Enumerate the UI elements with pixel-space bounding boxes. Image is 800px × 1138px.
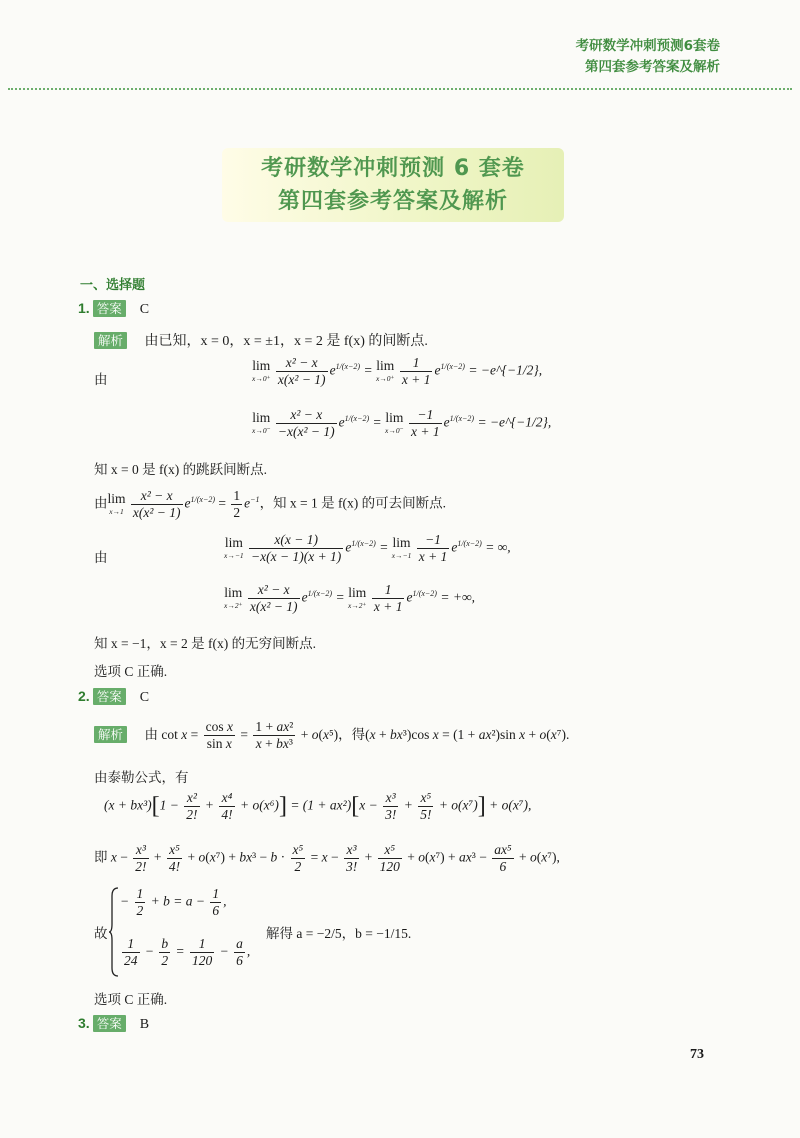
q2-conclusion: 选项 C 正确. — [94, 992, 168, 1007]
q1-eq3-rhs: = ∞, — [485, 539, 511, 555]
q2-system-eq-2: $\frac{1}{24}$ − $\frac{b}{2}$ = $\frac{1}{120}$ − $\frac{a}{6}$ , — [124, 936, 251, 968]
title-line2: 第四套参考答案及解析 — [277, 189, 508, 214]
q1-analysis-row — [94, 330, 428, 350]
q2-answer: C — [139, 690, 150, 705]
running-head — [576, 36, 720, 78]
answer-badge: 答案 — [93, 688, 126, 705]
q1-eq4-rhs: = +∞, — [440, 589, 475, 605]
q3-number: 3. — [78, 1015, 90, 1031]
q3-answer: B — [139, 1017, 150, 1032]
q1-equation-2: lim x→0⁻ $\frac{\text{x² − x}}{\text{−x(x² − 1)}}$ $e^{1/(x-2)} = \lim$ x→0⁻ $\frac{-1}{x + 1}$ $e^{1/(x-2)}$ = −e^{−1/2}, — [252, 407, 552, 439]
q1-equation-1: lim x→0⁺ $\frac{\text{x² − x}}{\text{x(x² − 1)}}$ $e^{1/(x-2)} = \lim$ x→0⁺ $\frac{1}{x + 1}$ $e^{1/(x-2)}$ = −e^{−1/2}, — [252, 355, 543, 387]
answer-badge: 答案 — [93, 300, 126, 317]
header-divider — [8, 88, 792, 90]
q2-number: 2. — [78, 688, 90, 704]
analysis-badge: 解析 — [94, 726, 127, 743]
q1-number: 1. — [78, 300, 90, 316]
q1-equation-4: lim x→2⁺ $\frac{\text{x² − x}}{\text{x(x² − 1)}}$ $e^{1/(x-2)} = \lim$ x→2⁺ $\frac{1}{x + 1}$ $e^{1/(x-2)}$ = +∞, — [224, 582, 475, 614]
q1-conclusion-3: 知 x = −1，x = 2 是 f(x) 的无穷间断点. — [94, 636, 316, 651]
q1-c2-suffix: ，知 x = 1 是 f(x) 的可去间断点. — [259, 495, 447, 511]
q1-eq1-rhs: = −e^{−1/2}, — [468, 362, 543, 378]
q2-analysis-text: 由 cot x = $\frac{\text{cos x}}{\text{sin x}}$ = $\frac{\text{1 + ax²}}{\text{x + bx³}}$ + o(x⁵)，得(x + bx³)cos x = (1 + ax²)sin x + o(x⁷). — [144, 719, 570, 751]
q1-answer: C — [139, 302, 150, 317]
page-number: 73 — [690, 1047, 704, 1062]
q1-c2-prefix: 由 — [94, 495, 108, 511]
title-banner — [222, 148, 564, 222]
q2-answer-row — [78, 688, 149, 706]
running-head-line2: 第四套参考答案及解析 — [585, 59, 720, 75]
q1-conclusion-4: 选项 C 正确. — [94, 664, 168, 679]
analysis-badge: 解析 — [94, 332, 127, 349]
q3-answer-row — [78, 1015, 149, 1033]
q1-you-label: 由 — [94, 372, 108, 387]
q2-solution: 解得 a = −2/5，b = −1/15. — [266, 926, 412, 941]
q1-analysis-text: 由已知，x = 0，x = ±1，x = 2 是 f(x) 的间断点. — [144, 334, 428, 349]
q2-expanded-equation: 即 x − $\frac{\text{x³}}{2!}$ + $\frac{\text{x⁵}}{4!}$ + o(x⁷) + bx³ − b · $\frac{\text{x⁵}}{2}$ = x − $\frac{\text{x³}}{3!}$ + $\frac{\text{x⁵}}{120}$ + o(x⁷) + ax³ − $\frac{\text{ax⁵}}{6}$ + o(x⁷), — [94, 842, 560, 874]
q2-taylor-equation: (x + bx³)[1 − $\frac{\text{x²}}{2!}$ + $\frac{\text{x⁴}}{4!}$ + o(x⁶)] = (1 + ax²)[x − $\frac{\text{x³}}{3!}$ + $\frac{\text{x⁵}}{5!}$ + o(x⁷)] + o(x⁷), — [104, 790, 532, 822]
q1-equation-3: lim x→−1 $\frac{x(x - 1)}{-x(x - 1)(x + 1)}$ $e^{1/(x-2)} = \lim$ x→−1 $\frac{-1}{x + 1}$ $e^{1/(x-2)}$ = ∞, — [224, 532, 511, 564]
q2-gu-label: 故 — [94, 926, 108, 941]
answer-badge: 答案 — [93, 1015, 126, 1032]
q1-eq2-rhs: = −e^{−1/2}, — [477, 414, 552, 430]
system-brace — [108, 886, 120, 978]
q1-conclusion-1: 知 x = 0 是 f(x) 的跳跃间断点. — [94, 462, 267, 477]
q1-limit-line: 由lim x→1 $\frac{\text{x² − x}}{\text{x(x² − 1)}}$ $e^{1/(x-2)}$ = $\frac{1}{2}$ $e^{-1}$，知 x = 1 是 f(x) 的可去间断点. — [94, 488, 447, 520]
running-head-line1: 考研数学冲刺预测6套卷 — [575, 38, 720, 54]
section-title: 一、选择题 — [80, 278, 146, 293]
q2-intro: 由泰勒公式，有 — [94, 770, 189, 785]
q1-answer-row — [78, 300, 149, 318]
title-line1: 考研数学冲刺预测 6 套卷 — [261, 156, 525, 181]
q1-you-label-2: 由 — [94, 550, 108, 565]
q2-expand-prefix: 即 — [94, 849, 108, 865]
q2-analysis-row — [94, 719, 569, 752]
q2-system-eq-1: − $\frac{1}{2}$ + b = a − $\frac{1}{6}$ , — [120, 886, 227, 918]
